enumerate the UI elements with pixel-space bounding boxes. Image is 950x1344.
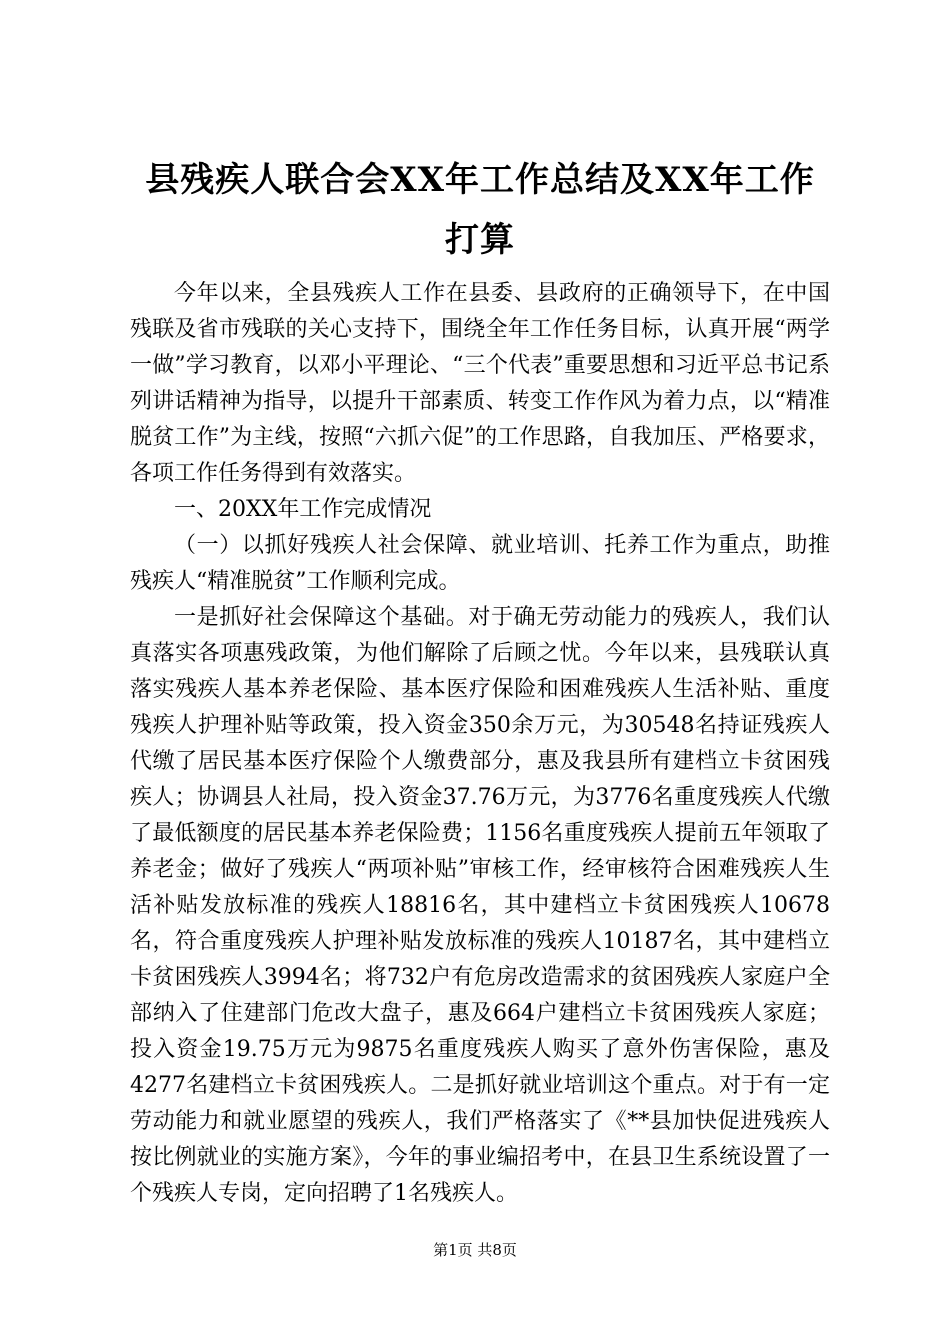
document-body [130,276,830,1212]
paragraph-intro: 今年以来，全县残疾人工作在县委、县政府的正确领导下，在中国残联及省市残联的关心支持下，围绕全年工作任务目标，认真开展“两学一做”学习教育，以邓小平理论、“三个代表”重要思想和习近平总书记系列讲话精神为指导，以提升干部素质、转变工作作风为着力点，以“精准脱贫工作”为主线，按照“六抓六促”的工作思路，自我加压、严格要求，各项工作任务得到有效落实。 [130,281,830,486]
document-page [130,150,830,1212]
paragraph-social-security: 一是抓好社会保障这个基础。对于确无劳动能力的残疾人，我们认真落实各项惠残政策，为他们解除了后顾之忧。今年以来，县残联认真落实残疾人基本养老保险、基本医疗保险和困难残疾人生活补贴、重度残疾人护理补贴等政策，投入资金350余万元，为30548名持证残疾人代缴了居民基本医疗保险个人缴费部分，惠及我县所有建档立卡贫困残疾人；协调县人社局，投入资金37.76万元，为3776名重度残疾人代缴了最低额度的居民基本养老保险费；1156名重度残疾人提前五年领取了养老金；做好了残疾人“两项补贴”审核工作，经审核符合困难残疾人生活补贴发放标准的残疾人18816名，其中建档立卡贫困残疾人10678名，符合重度残疾人护理补贴发放标准的残疾人10187名，其中建档立卡贫困残疾人3994名；将732户有危房改造需求的贫困残疾人家庭户全部纳入了住建部门危改大盘子，惠及664户建档立卡贫困残疾人家庭；投入资金19.75万元为9875名重度残疾人购买了意外伤害保险，惠及4277名建档立卡贫困残疾人。二是抓好就业培训这个重点。对于有一定劳动能力和就业愿望的残疾人，我们严格落实了《**县加快促进残疾人按比例就业的实施方案》，今年的事业编招考中，在县卫生系统设置了一个残疾人专岗，定向招聘了1名残疾人。 [130,605,830,1206]
page-indicator: 第1页 共8页 [433,1241,517,1259]
subsection-heading: （一）以抓好残疾人社会保障、就业培训、托养工作为重点，助推残疾人“精准脱贫”工作顺利完成。 [130,533,830,594]
section-heading: 一、20XX年工作完成情况 [174,497,432,522]
page-footer [0,1240,950,1260]
document-title: 县残疾人联合会XX年工作总结及XX年工作打算 [145,160,815,260]
